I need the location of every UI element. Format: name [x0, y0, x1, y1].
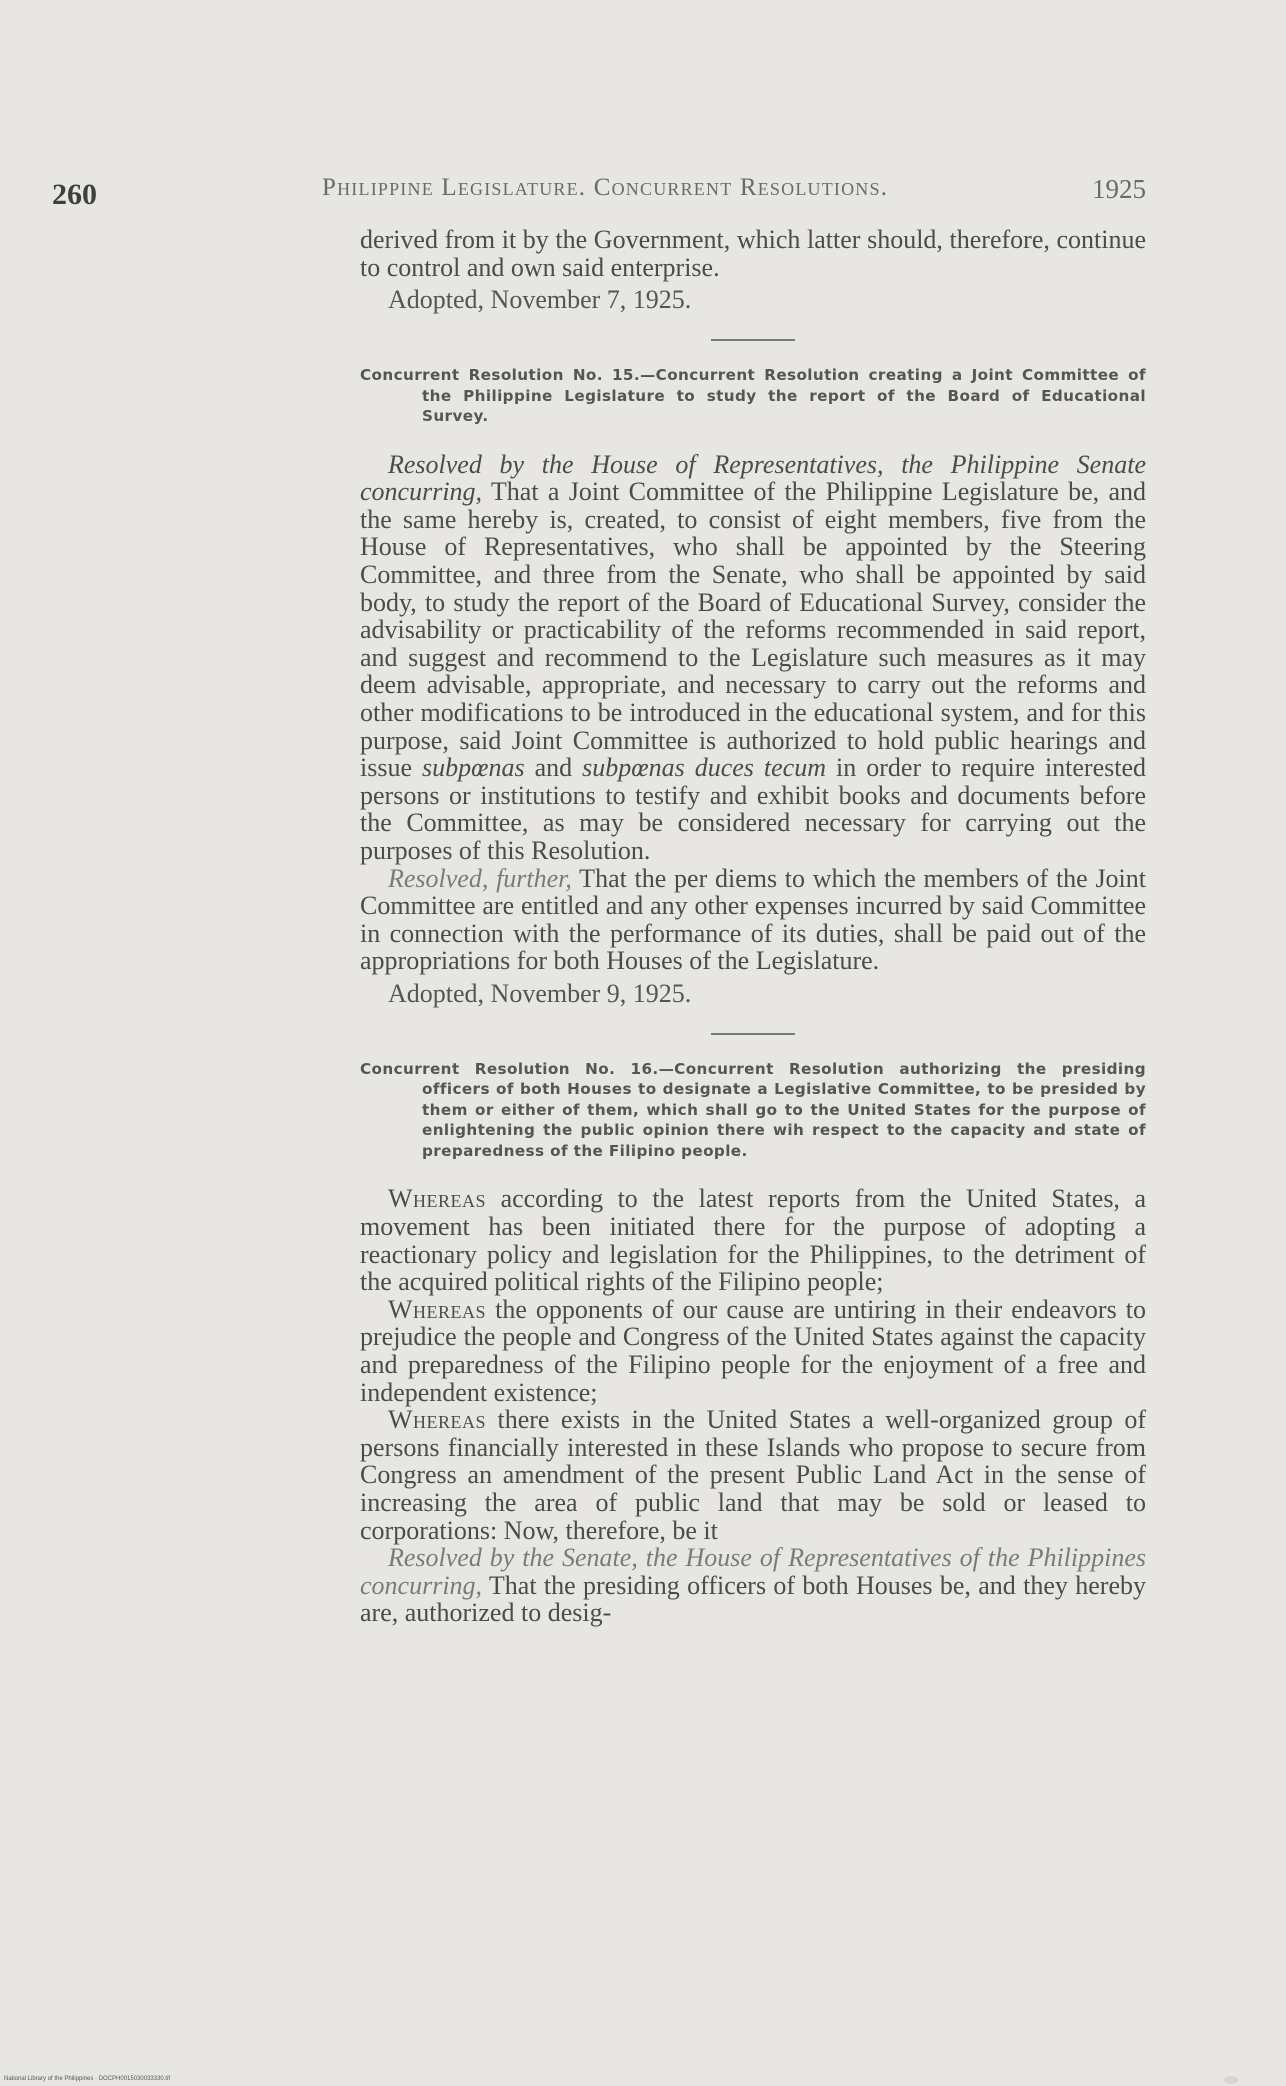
- page-body: [360, 226, 1146, 1627]
- resolution-16-resolved-text: That the presiding officers of both Houses be, and they hereby are, authorized to desig-: [360, 1570, 1146, 1628]
- running-head-year: 1925: [1092, 174, 1146, 204]
- resolution-16-resolved-clause: [360, 1544, 1146, 1627]
- section-divider: [711, 1033, 795, 1035]
- resolution-15-text-a: That a Joint Committee of the Philippine Legislature be, and the same hereby is, created, to consist of eight members, five from the House of Representatives, who shall be appointed by the Steering Committee, and three from the Senate, who shall be appointed by said body, to study the report of the Board of Educational Survey, consider the advisability or practicability of the reforms recommended in said report, and suggest and recommend to the Legislature such measures as it may deem advisable, appropriate, and necessary to carry out the reforms and other modifications to be introduced in the educational system, and for this purpose, said Joint Committee is authorized to hold public hearings and issue: [360, 477, 1146, 783]
- section-divider: [711, 339, 795, 341]
- resolved-further-lead: Resolved, further,: [388, 863, 572, 893]
- scan-footer-stamp: National Library of the Philippines · DOCPH0015030033330.tif: [4, 2076, 171, 2082]
- whereas-clause-2-text: the opponents of our cause are untiring in their endeavors to prejudice the people and Congress of the United States against the capacity and preparedness of the Filipino people for the enjoyment of a free and independent existence;: [360, 1294, 1146, 1407]
- running-head: [322, 174, 1146, 205]
- whereas-word: Whereas: [388, 1294, 487, 1324]
- resolution-15-text-b: and: [524, 753, 583, 783]
- resolution-15-heading: Concurrent Resolution No. 15.—Concurrent Resolution creating a Joint Committee of the Philippine Legislature to study the report of the Board of Educational Survey.: [360, 366, 1146, 426]
- whereas-clause-3-text: there exists in the United States a well-organized group of persons financially interested in these Islands who propose to secure from Congress an amendment of the present Public Land Act in the sense of increasing the area of public land that may be sold or leased to corporations: Now, therefore, be it: [360, 1405, 1146, 1545]
- resolution-15-text-c: in order to require interested persons or institutions to testify and exhibit books and documents before the Committee, as may be considered necessary for carrying out the purposes of this Resolution.: [360, 753, 1147, 865]
- whereas-word: Whereas: [388, 1405, 487, 1435]
- whereas-word: Whereas: [388, 1184, 487, 1214]
- page-number: 260: [52, 178, 97, 211]
- adopted-date-2: Adopted, November 9, 1925.: [388, 978, 692, 1008]
- scan-corner-mark: [1224, 2076, 1238, 2084]
- running-title: Philippine Legislature. Concurrent Resolutions.: [322, 174, 889, 201]
- subpoenas-duces-tecum-term: subpœnas duces tecum: [582, 753, 827, 783]
- resolution-15-paragraph-1: [360, 451, 1146, 865]
- resolution-15-paragraph-2-text: That the per diems to which the members of the Joint Committee are entitled and any other expenses incurred by said Committee in connection with the performance of its duties, shall be paid out of the appropriations for both Houses of the Legislature.: [360, 863, 1147, 976]
- resolved-clause-lead: Resolved by the House of Representatives, the Philippine Senate concurring,: [360, 449, 1146, 507]
- whereas-clause-3: [360, 1406, 1146, 1544]
- continuation-paragraph: derived from it by the Government, which latter should, therefore, continue to control and own said enterprise.: [360, 225, 1146, 282]
- adopted-date-1: Adopted, November 7, 1925.: [388, 285, 692, 315]
- whereas-clause-1-text: according to the latest reports from the United States, a movement has been initiated there for the purpose of adopting a reactionary policy and legislation for the Philippines, to the detriment of the acquired political rights of the Filipino people;: [360, 1184, 1146, 1297]
- whereas-clause-2: [360, 1296, 1146, 1406]
- subpoenas-term: subpœnas: [422, 753, 525, 783]
- whereas-clause-1: [360, 1185, 1146, 1295]
- resolution-16-heading: Concurrent Resolution No. 16.—Concurrent Resolution authorizing the presiding officers of both Houses to designate a Legislative Committee, to be presided by them or either of them, which shall go to the United States for the purpose of enlightening the public opinion there wih respect to the capacity and state of preparedness of the Filipino people.: [360, 1059, 1146, 1160]
- resolved-clause-lead: Resolved by the Senate, the House of Representatives of the Philippines concurring,: [360, 1543, 1146, 1600]
- resolution-15-paragraph-2: [360, 865, 1146, 975]
